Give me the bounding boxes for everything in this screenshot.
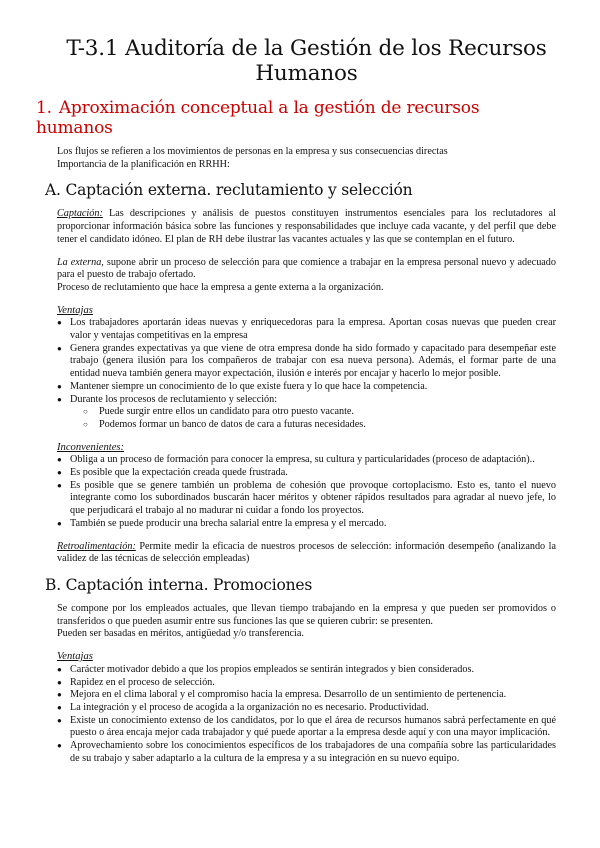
section-a-heading: A. Captación externa. reclutamiento y selección [45,181,413,200]
section-1-heading [36,98,556,138]
intro-line: Los flujos se refieren a los movimientos de personas en la empresa y sus consecuencias directas [57,146,448,157]
sub-list-item: ○ Puede surgir entre ellos un candidato para otro puesto vacante. [83,406,556,419]
ventajas-label: Ventajas [57,651,93,663]
list-item-text: Durante los procesos de reclutamiento y selección: [70,393,278,405]
list-item: ● Es posible que la expectación creada quede frustrada. [57,467,556,480]
list-item: ● Los trabajadores aportarán ideas nuevas y enriquecedoras para la empresa. Aportan cosas nuevas que pueden crear valor y ventajas competitivas en la empresa [57,317,556,342]
list-item: ● Aprovechamiento sobre los conocimientos específicos de los trabajadores de una compañía sobre las particularidades de su trabajo y saber adaptarlo a la cultura de la empresa y a su integración en su nuevo equipo. [57,740,556,765]
section-1-title: Aproximación conceptual a la gestión de recursos humanos [36,98,480,138]
retroalimentacion-paragraph [57,541,556,566]
proceso-text: Proceso de reclutamiento que hace la empresa a gente externa a la organización. [57,281,384,293]
list-item: ● Obliga a un proceso de formación para conocer la empresa, su cultura y particularidades (proceso de adaptación).. [57,454,556,467]
intro-line: Importancia de la planificación en RRHH: [57,158,230,170]
externa-paragraph [57,257,556,295]
inconvenientes-externa [57,442,556,531]
ventajas-interna [57,651,556,765]
list-item: ● Es posible que se genere también un problema de cohesión que provoque cortoplacismo. Esto es, tanto el nuevo integrante como los subordinados buscarán hacer méritos y obtener rápidos resultados para agradar al nuevo jefe, lo que perjudicará el trabajo al no madurar ni cuidar a fondo los proyectos. [57,480,556,518]
section-1-intro [57,146,556,171]
list-item: ● Genera grandes expectativas ya que viene de otra empresa donde ha sido formado y capacitado para desempeñar este trabajo (genera ilusión para los compañeros de trabajar con esa nueva persona). Además, el formar parte de una entidad nueva también genera mayor expectación, ilusión e interés por encajar y hacerlo lo mejor posible. [57,343,556,381]
section-1-number: 1. [36,98,52,118]
inconvenientes-label: Inconvenientes: [57,441,125,453]
section-b-basadas: Pueden ser basadas en méritos, antigüedad y/o transferencia. [57,628,304,640]
externa-label: La externa, [57,256,104,268]
list-item [57,394,556,432]
retro-label: Retroalimentación: [57,540,136,552]
captacion-label: Captación: [57,208,103,220]
list-item: ● Existe un conocimiento extenso de los candidatos, por lo que el área de recursos humanos sabrá perfectamente en qué puesto o área encaja mejor cada trabajador y qué puede aportar a la empresa desde aquí y con una mayor implicación. [57,715,556,740]
list-item: ● La integración y el proceso de acogida a la organización no es necesario. Productividad. [57,702,556,715]
list-item: ● Rapidez en el proceso de selección. [57,677,556,690]
section-b-heading: B. Captación interna. Promociones [45,575,313,594]
captacion-paragraph [57,208,556,246]
ventajas-externa [57,305,556,432]
list-item: ● Mantener siempre un conocimiento de lo que existe fuera y lo que hace la competencia. [57,381,556,394]
ventajas-label: Ventajas [57,304,93,316]
retro-text: Permite medir la eficacia de nuestros procesos de selección: información desempeño (analizando la validez de las técnicas de selección empleadas) [57,540,556,565]
sub-list-item: ○ Podemos formar un banco de datos de cara a futuras necesidades. [83,419,556,432]
captacion-text: Las descripciones y análisis de puestos constituyen instrumentos esenciales para los reclutadores al proporcionar información básica sobre las funciones y responsabilidades que incluye cada vacante, y del perfil que debe tener el candidato idóneo. El plan de RH debe ilustrar las vacantes actuales y las que se contemplan en el futuro. [57,208,556,245]
list-item: ● También se puede producir una brecha salarial entre la empresa y el mercado. [57,518,556,531]
document-title: T-3.1 Auditoría de la Gestión de los Recursos Humanos [66,36,547,86]
list-item: ● Carácter motivador debido a que los propios empleados se sentirán integrados y bien considerados. [57,664,556,677]
externa-text: supone abrir un proceso de selección para que comience a trabajar en la empresa personal nuevo y adecuado para el puesto de trabajo ofertado. [57,256,556,281]
list-item: ● Mejora en el clima laboral y el compromiso hacia la empresa. Desarrollo de un sentimiento de pertenencia. [57,689,556,702]
section-b-intro-text: Se compone por los empleados actuales, que llevan tiempo trabajando en la empresa y que pueden ser promovidos o transferidos o que pueden asumir entre sus funciones las que se quieren cubrir: se presenten. [57,602,556,627]
section-b-intro [57,603,556,641]
